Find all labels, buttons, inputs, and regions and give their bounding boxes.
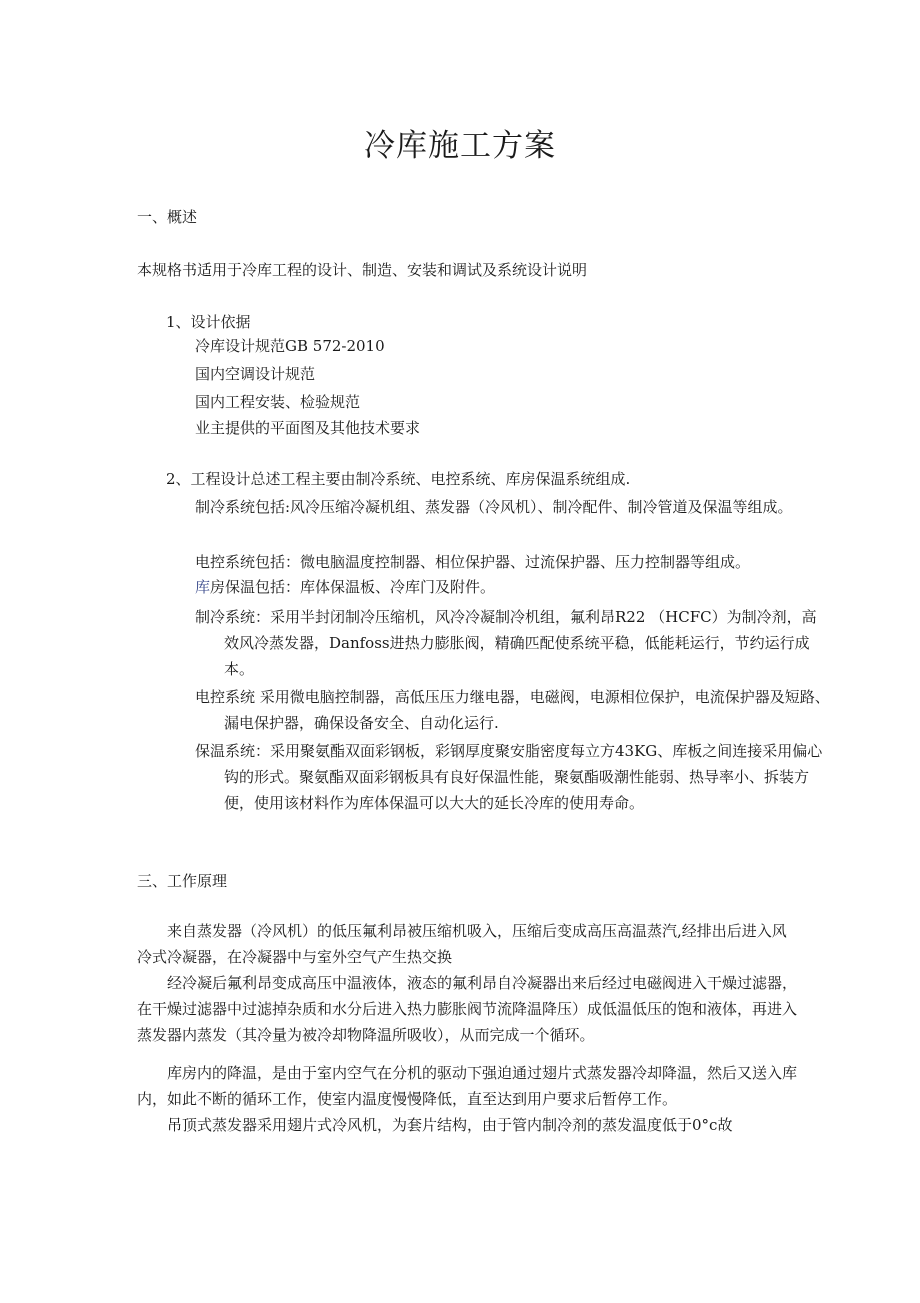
refrigeration-system: 制冷系统：采用半封闭制冷压缩机，风冷冷凝制冷机组，氟利昂R22 （HCFC）为制冷剂，高效风冷蒸发器，Danfoss进热力膨胀阀，精确匹配使系统平稳，低能耗运行，节约运行成本。 bbox=[195, 608, 817, 678]
insulation-includes-first-char: 库 bbox=[195, 578, 211, 596]
overview-heading: 2、工程设计总述工程主要由制冷系统、电控系统、库房保温系统组成. bbox=[166, 470, 631, 488]
design-basis-heading: 1、设计依据 bbox=[166, 313, 251, 331]
principle-paragraph-3: 库房内的降温，是由于室内空气在分机的驱动下强迫通过翅片式蒸发器冷却降温，然后又送入库内，如此不断的循环工作，使室内温度慢慢降低，直至达到用户要求后暂停工作。 bbox=[137, 1064, 798, 1108]
document-title: 冷库施工方案 bbox=[364, 128, 556, 164]
insulation-system: 保温系统：采用聚氨酯双面彩钢板，彩钢厚度聚安脂密度每立方43KG、库板之间连接采用偏心钩的形式。聚氨酯双面彩钢板具有良好保温性能，聚氨酯吸潮性能弱、热导率小、拆装方便，使用该材料作为库体保温可以大大的延长冷库的使用寿命。 bbox=[195, 742, 823, 812]
insulation-includes bbox=[195, 576, 495, 598]
electrical-includes: 电控系统包括：微电脑温度控制器、相位保护器、过流保护器、压力控制器等组成。 bbox=[195, 553, 751, 571]
refrigeration-includes: 制冷系统包括:风冷压缩冷凝机组、蒸发器（冷风机）、制冷配件、制冷管道及保温等组成。 bbox=[195, 498, 793, 516]
basis-item-1: 冷库设计规范GB 572-2010 bbox=[195, 337, 385, 355]
intro-text: 本规格书适用于冷库工程的设计、制造、安装和调试及系统设计说明 bbox=[137, 261, 588, 279]
principle-paragraph-2: 经冷凝后氟利昂变成高压中温液体，液态的氟利昂自冷凝器出来后经过电磁阀进入干燥过滤器，在干燥过滤器中过滤掉杂质和水分后进入热力膨胀阀节流降温降压）成低温低压的饱和液体，再进入蒸发器内蒸发（其冷量为被冷却物降温所吸收），从而完成一个循环。 bbox=[137, 974, 798, 1044]
basis-item-3: 国内工程安装、检验规范 bbox=[195, 393, 361, 411]
basis-item-4: 业主提供的平面图及其他技术要求 bbox=[195, 419, 421, 437]
basis-item-2: 国内空调设计规范 bbox=[195, 365, 316, 383]
electrical-system: 电控系统 采用微电脑控制器，高低压压力继电器，电磁阀，电源相位保护，电流保护器及短路、漏电保护器，确保设备安全、自动化运行. bbox=[195, 688, 830, 732]
section-heading-working-principle: 三、工作原理 bbox=[137, 872, 228, 890]
insulation-includes-rest: 房保温包括：库体保温板、冷库门及附件。 bbox=[210, 578, 496, 596]
section-heading-overview: 一、概述 bbox=[137, 208, 198, 226]
principle-paragraph-1: 来自蒸发器（冷风机）的低压氟利昂被压缩机吸入，压缩后变成高压高温蒸汽,经排出后进入风冷式冷凝器，在冷凝器中与室外空气产生热交换 bbox=[137, 922, 787, 966]
principle-paragraph-4: 吊顶式蒸发器采用翅片式冷风机，为套片结构，由于管内制冷剂的蒸发温度低于0°c故 bbox=[167, 1116, 733, 1134]
